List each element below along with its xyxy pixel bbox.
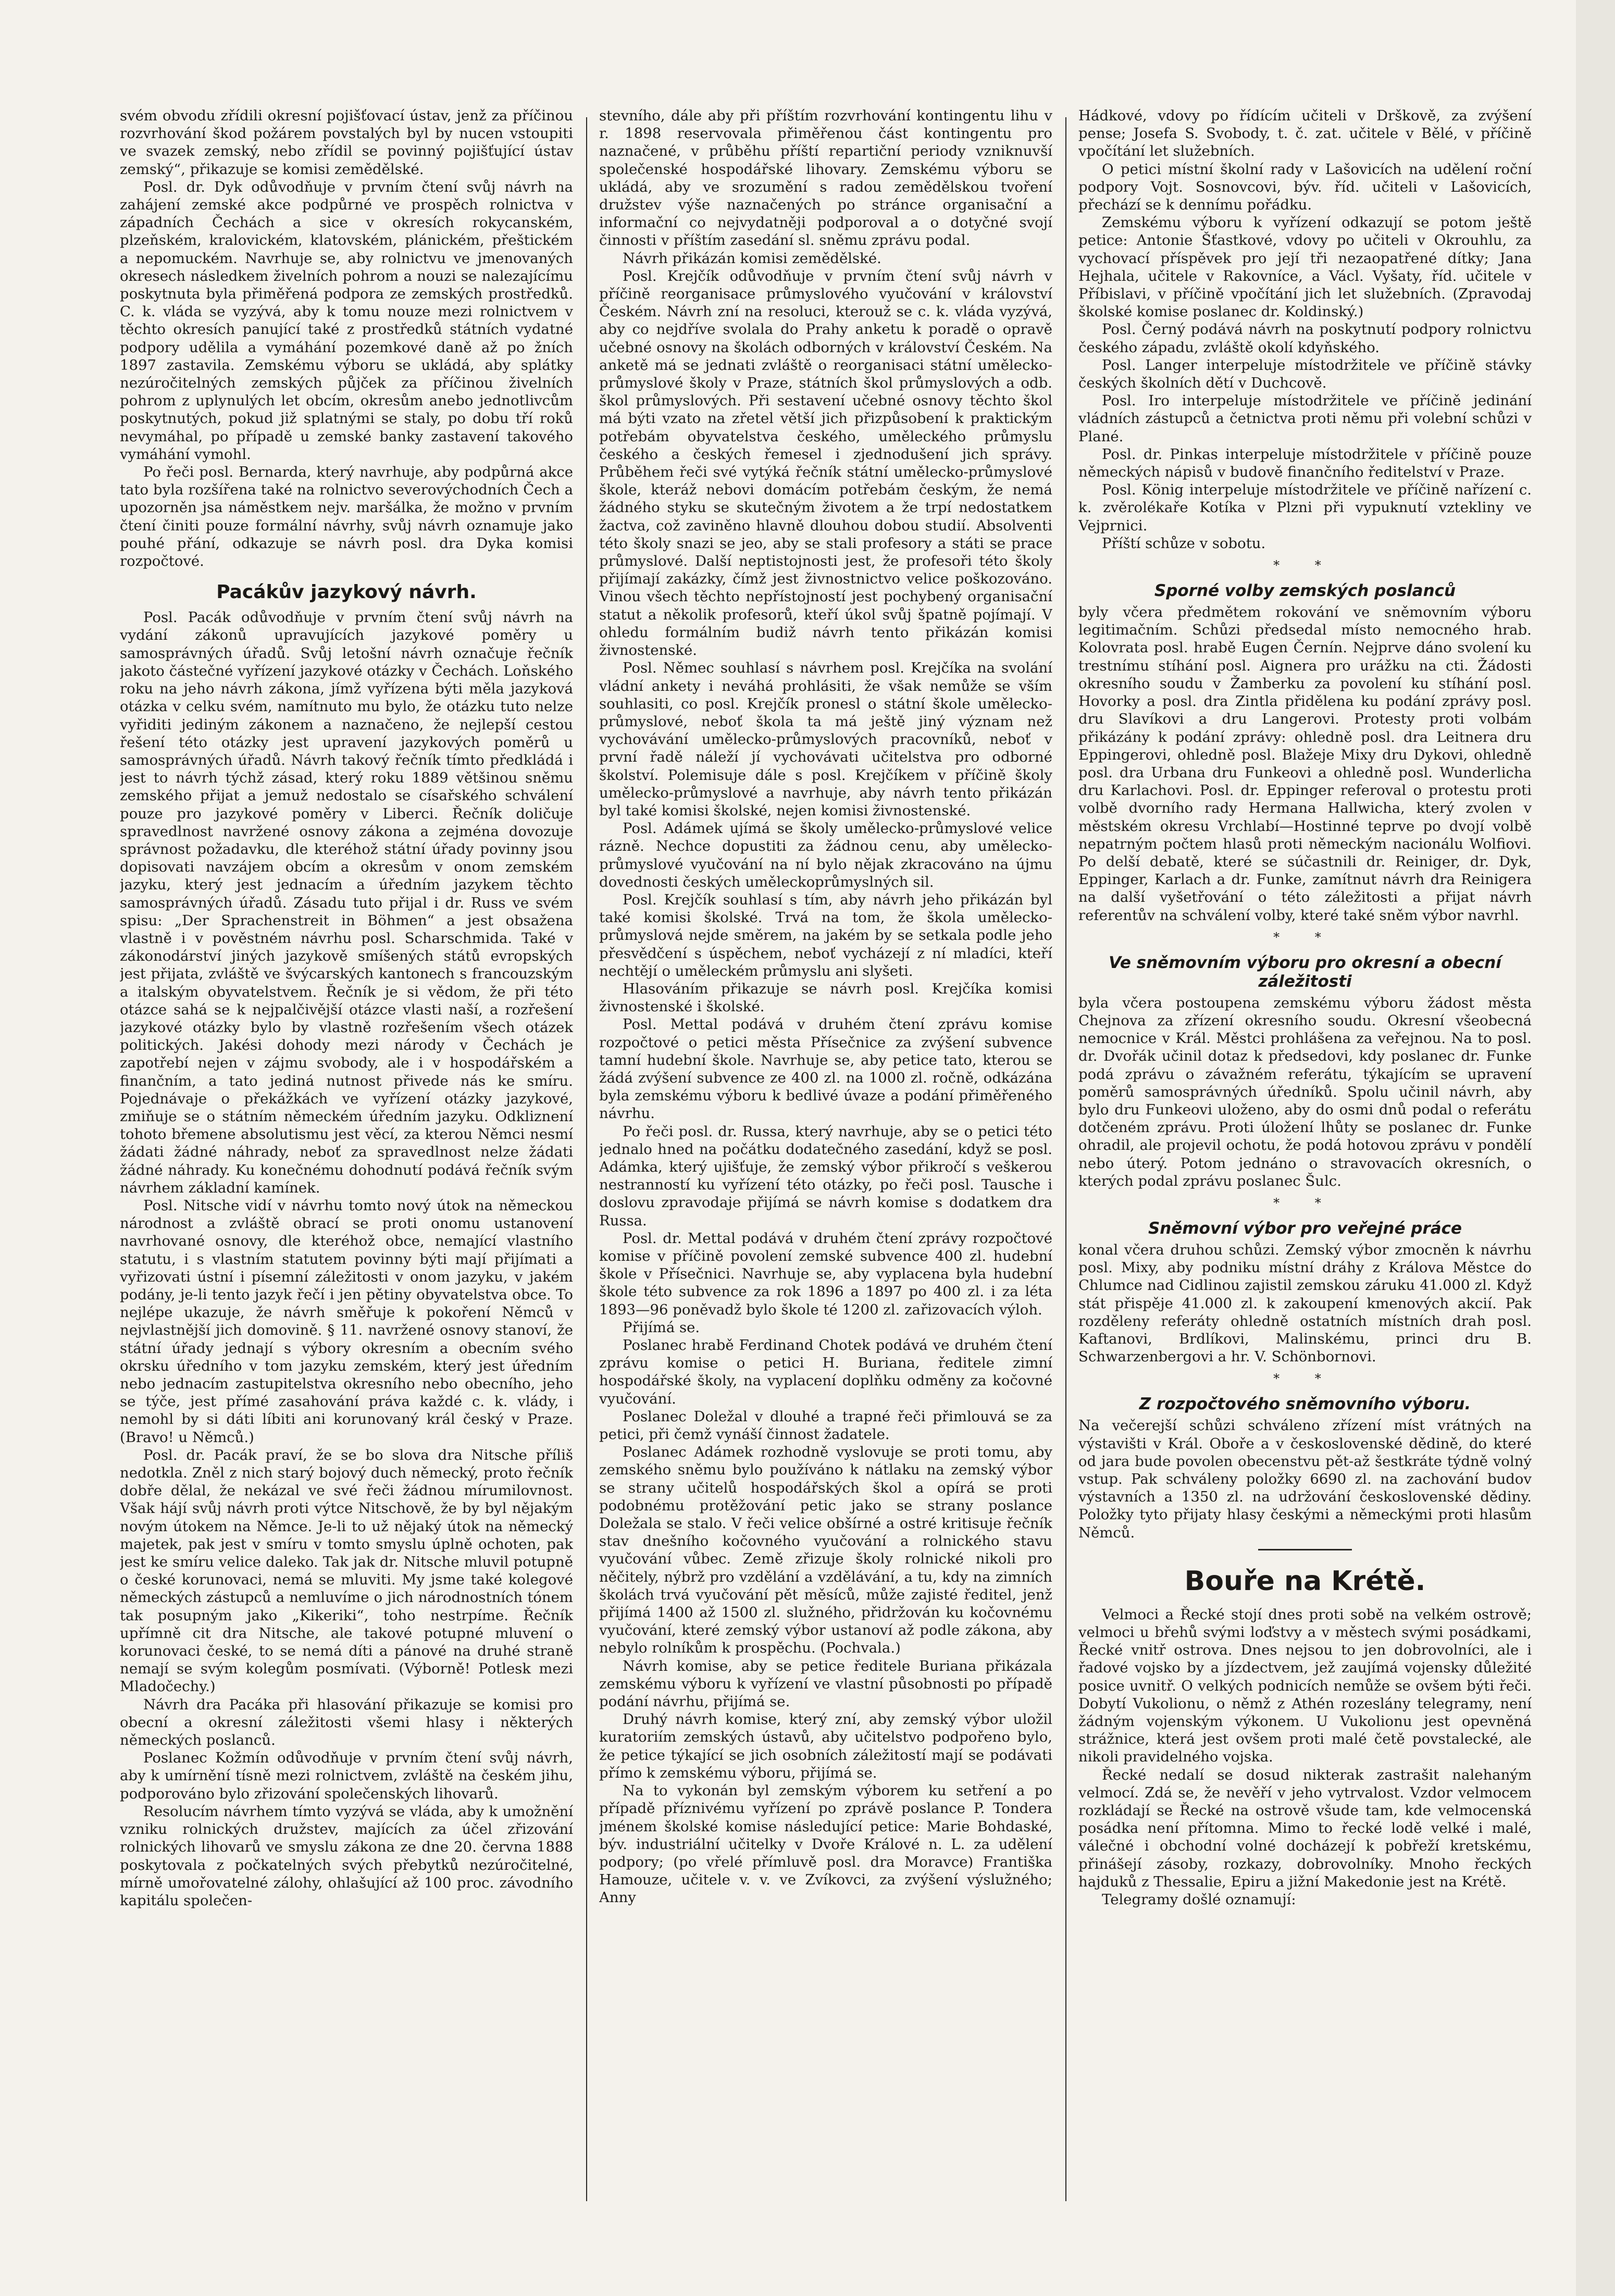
paragraph: Hádkové, vdovy po řídícím učiteli v Drškově, za zvýšení pense; Josefa S. Svobody, t. č. zat. učitele v Bělé, v příčině vpočítání let služebních. <box>1078 107 1532 160</box>
paragraph: byla včera postoupena zemskému výboru žádost města Chejnova za zřízení okresního soudu. Okresní všeobecná nemocnice v Král. Městci prohlášena za veřejnou. Na to posl. dr. Dvořák učinil dotaz k předsedovi, kdy poslanec dr. Funke podá zprávu o závažném referátu, týkajícím se upravení poměrů samosprávných úředníků. Spolu učinil návrh, aby bylo dru Funkeovi uloženo, aby do osmi dnů podal o referátu dotčeném zprávu. Proti úložení lhůty se poslanec dr. Funke ohradil, ale projevil ochotu, že podá hotovou zprávu v pondělí nebo úterý. Potom jednáno o stravovacích okresních, o kterých podal zprávu poslanec Šulc. <box>1078 994 1532 1189</box>
section-heading: Sporné volby zemských poslanců <box>1154 581 1456 601</box>
section-heading: Sněmovní výbor pro veřejné práce <box>1148 1219 1462 1238</box>
section-separator-stars: * * <box>1273 929 1337 945</box>
paragraph: Posl. Langer interpeluje místodržitele ve příčině stávky českých školních dětí v Duchcově. <box>1078 356 1532 392</box>
paragraph: Řecké nedalí se dosud nikterak zastrašit nalehaným velmocí. Zdá se, že nevěří v jeho vytrvalost. Vzdor velmocem rozkládají se Řecké na ostrově všude tam, kde velmocenská posádka není přítomna. Mimo to řecké lodě velké i malé, válečné i obchodní volné docházejí k pobřeží kretskému, přinášejí zásoby, rozkazy, dobrovolníky. Mnoho řeckých hajduků z Thessalie, Epiru a jižní Makedonie jest na Krétě. <box>1078 1766 1532 1890</box>
column-middle <box>599 107 1052 2206</box>
paragraph: Poslanec Doležal v dlouhé a trapné řeči přimlouvá se za petici, při čemž vynáší činnost žadatele. <box>599 1408 1052 1443</box>
paragraph: Druhý návrh komise, který zní, aby zemský výbor uložil kuratoriím zemských ústavů, aby učitelstvo podpořeno bylo, že petice týkající se jich osobních záležitostí mají se podávati přímo k zemskému výboru, přijímá se. <box>599 1711 1052 1781</box>
page-frame <box>120 107 1537 2206</box>
column-right <box>1078 107 1532 2206</box>
paragraph: Posl. Černý podává návrh na poskytnutí podpory rolnictvu českého západu, zvláště okolí kdyňského. <box>1078 321 1532 356</box>
paragraph: Posl. Němec souhlasí s návrhem posl. Krejčíka na svolání vládní ankety i neváhá prohlásiti, že však nemůže se vším souhlasiti, co posl. Krejčík pronesl o státní škole umělecko-průmyslové, neboť škola ta má ještě jiný význam než vychovávání umělecko-průmyslových pracovníků, neboť v první řadě náleží jí vychovávati učitelstva pro odborné školství. Polemisuje dále s posl. Krejčíkem v příčině školy umělecko-průmyslové a navrhuje, aby návrh tento přikázán byl také komisi školské, nejen komisi živnostenské. <box>599 660 1052 819</box>
paragraph: Posl. dr. Dyk odůvodňuje v prvním čtení svůj návrh na zahájení zemské akce podpůrné ve prospěch rolnictva v západních Čechách a sice v okresích rokycanském, plzeňském, kralovickém, klatovském, plánickém, přeštickém a nepomuckém. Navrhuje se, aby rolnictvu ve jmenovaných okresech následkem živelních pohrom a nouzi se nalezajícímu poskytnuta byla přiměřená podpora ze zemských prostředků. C. k. vláda se vyzývá, aby k tomu nouze mezi rolnictvem v těchto okresích panující také z prostředků státních vydatné podpory udělila a vymáhání pozemkové daně až po žních 1897 zastavila. Zemskému výboru se ukládá, aby splátky nezúročitelných zemských půjček za příčinou živelních pohrom z uplynulých let obcím, okresům anebo jednotlivcům poskytnutých, pokud již splatnými se staly, po dobu tří roků nevymáhal, po případě u zemské banky zastavení takového vymáhání vymohl. <box>120 178 573 463</box>
section-heading: Z rozpočtového sněmovního výboru. <box>1139 1395 1471 1414</box>
column-divider <box>1065 117 1066 2201</box>
paragraph: Posl. Nitsche vidí v návrhu tomto nový útok na německou národnost a zvláště obrací se proti onomu ustanovení navrhované osnovy, dle kteréhož obce, nemající vlastního statutu, i s vlastním statutem povinny býti mají přijímati a vyřizovati ústní i písemní záležitosti v onom jazyku, v jakém podány, je-li tento jazyk řečí i jen pětiny obyvatelstva obce. To nejlépe ukazuje, že návrh směřuje k pokoření Němců v nejvlastnější jich domovině. § 11. navržené osnovy stanoví, že státní úřady jednají s výbory okresním a obecním svého okrsku úředního v tom jazyku zemském, který jest úředním nebo jednacím zastupitelstva okresního nebo obecního, jeho se týče, jest přímé zasahování práva každé c. k. vlády, i nemohl by si dáti líbiti ani korunovaný král český v Praze. (Bravo! u Němců.) <box>120 1197 573 1446</box>
column-left <box>120 107 573 2206</box>
paragraph: O petici místní školní rady v Lašovicích na udělení roční podpory Vojt. Sosnovcovi, býv. říd. učiteli v Lašovicích, přechází se k dennímu pořádku. <box>1078 160 1532 214</box>
paragraph: svém obvodu zřídili okresní pojišťovací ústav, jenž za příčinou rozvrhování škod požárem povstalých byl by nucen vstoupiti ve svazek zemský, nebo zřídil se povinný pojišťující ústav zemský“, přikazuje se komisi zemědělské. <box>120 107 573 178</box>
paragraph: Po řeči posl. Bernarda, který navrhuje, aby podpůrná akce tato byla rozšířena také na rolnictvo severovýchodních Čech a upozorněn jsa náměstkem nejv. maršálka, že možno v prvním čtení činiti pouze formální návrhy, svůj návrh oznamuje jako pouhé přání, odkazuje se návrh posl. dra Dyka komisi rozpočtové. <box>120 464 573 570</box>
paragraph: Posl. dr. Pacák praví, že se bo slova dra Nitsche příliš nedotkla. Zněl z nich starý bojový duch německý, proto řečník dobře dělal, že nekázal ve své řeči žádnou mírumilovnost. Však hájí svůj návrh proti výtce Nitschově, že by byl nějakým novým útokem na Němce. Je-li to už nějaký útok na německý majetek, pak jest v smíru v tomto smyslu úplně ochoten, pak jest ke smíru velice daleko. Tak jak dr. Nitsche mluvil potupně o české korunovaci, nemá se mluviti. My jsme také kolegové německých zástupců a nemluvíme o jich národnostních tónem tak posupným jako „Kikeriki“, toho nestrpíme. Řečník upřímně cit dra Nitsche, ale takové potupné mluvení o korunovaci české, to se nemá díti a pánové na druhé straně nemají se svým kolegům posmívati. (Výborně! Potlesk mezi Mladočechy.) <box>120 1446 573 1695</box>
section-heading: Pacákův jazykový návrh. <box>216 581 477 603</box>
paragraph: stevního, dále aby při příštím rozvrhování kontingentu lihu v r. 1898 reservovala přiměřenou část kontingentu pro naznačené, v průběhu příští repartiční periody vzniknuvší společenské hospodářské lihovary. Zemskému výboru se ukládá, aby ve srozumění s radou zemědělskou tvoření družstev výše naznačených po stránce organisační a informační co nejvydatněji podporoval a o dotyčné svojí činnosti v příštím zasedání sl. sněmu zprávu podal. <box>599 107 1052 249</box>
paragraph: Resolucím návrhem tímto vyzývá se vláda, aby k umožnění vzniku rolnických družstev, majících za účel zřizování rolnických lihovarů ve smyslu zákona ze dne 20. června 1888 poskytovala z počkatelných svých přebytků nezúročitelné, mírně umořovatelné zálohy, ohlašující až 100 proc. závodního kapitálu společen- <box>120 1803 573 1909</box>
paragraph: Návrh komise, aby se petice ředitele Buriana přikázala zemskému výboru k vyřízení ve vlastní působnosti po případě podání návrhu, přijímá se. <box>599 1657 1052 1710</box>
paragraph: Po řeči posl. dr. Russa, který navrhuje, aby se o petici této jednalo hned na počátku dodatečného zasedání, když se posl. Adámka, který ujišťuje, že zemský výbor přikročí s veškerou nestranností ku vyřízení této otázky, po řeči posl. Tausche i doslovu zpravodaje přijímá se návrh komise s dodatkem dra Russa. <box>599 1123 1052 1229</box>
paragraph: Posl. Mettal podává v druhém čtení zprávu komise rozpočtové o petici města Přísečnice za zvýšení subvence tamní hudební škole. Navrhuje se, aby petice tato, kterou se žádá zvýšení subvence ze 400 zl. na 1000 zl. ročně, odkázána byla zemskému výboru k bedlivé úvaze a podání přiměřeného návrhu. <box>599 1016 1052 1122</box>
paragraph: Návrh dra Pacáka při hlasování přikazuje se komisi pro obecní a okresní záležitosti všemi hlasy i některých německých poslanců. <box>120 1696 573 1749</box>
paragraph: Poslanec hrabě Ferdinand Chotek podává ve druhém čtení zprávu komise o petici H. Buriana, ředitele zimní hospodářské školy, na vyplacení doplňku odměny za kočovné vyučování. <box>599 1337 1052 1407</box>
section-separator-stars: * * <box>1273 1371 1337 1386</box>
paragraph: Poslanec Kožmín odůvodňuje v prvním čtení svůj návrh, aby k umírnění tísně mezi rolnictvem, zvláště na českém jihu, podporováno bylo zřizování společenských lihovarů. <box>120 1749 573 1802</box>
paragraph: Poslanec Adámek rozhodně vyslovuje se proti tomu, aby zemského sněmu bylo používáno k nátlaku na zemský výbor se strany učitelů hospodářských škol a opírá se proti podobnému protěžování petic jako se strany poslance Doležala se stalo. V řeči velice obšírné a ostré kritisuje řečník stav dnešního kočovného vyučování a rolnického stavu vyučování vůbec. Země zřizuje školy rolnické nikoli pro něčitely, nýbrž pro vzdělání a vzdělávání, a tu, kdy na zimních školách trvá vyučování pět měsíců, může zajisté ředitel, jenž přijímá 1400 až 1500 zl. služného, přidržován ku kočovnému vyučování, které zemský výbor ustanoví až podle zákona, aby nebylo rolníkům k prospěchu. (Pochvala.) <box>599 1444 1052 1657</box>
paragraph: Posl. Pacák odůvodňuje v prvním čtení svůj návrh na vydání zákonů upravujících jazykové poměry u samosprávných úřadů. Svůj letošní návrh označuje řečník jakoto částečné vyřízení jazykové otázky v Čechách. Loňského roku na jeho návrh zákona, jímž vyřízena býti měla jazyková otázka v celku svém, namítnuto mu bylo, že otázku tuto nelze vyřiditi jediným zákonem a naznačeno, že nejlepší cestou řešení této otázky jest upravení jazykových poměrů u samosprávných úřadů. Návrh takový řečník tímto předkládá i jest to návrh týchž zásad, který roku 1889 většinou sněmu zemského přijat a jemuž nedostalo se císařského schválení pouze pro jazykové poměry v Liberci. Řečník doličuje spravedlnost navržené osnovy zákona a zejména dovozuje správnost požadavku, dle kteréhož státní úřady povinny jsou dopisovati navzájem obcím a okresům v onom zemském jazyku, který jest jednacím a úředním jazykem těchto samosprávných úřadů. Zásadu tuto přijal i dr. Russ ve svém spisu: „Der Sprachenstreit in Böhmen“ a jest obsažena vlastně i v pověstném návrhu posl. Scharschmida. Také v zákonodárství jiných jazykově smíšených států evropských jest přijata, zvláště ve švýcarských kantonech s francouzským a italským obyvatelstvem. Řečník je si vědom, že při této otázce sahá se k nejpalčivější otázce vlasti naší, a rozřešení jazykové otázky bylo by vlastně rozřešením všech otázek politických. Jakési dohody mezi národy v Čechách je zapotřebí nejen v zájmu svobody, ale i v hospodářském a finančním, a tato jediná nutnost přivede nás ke smíru. Pojednávaje o překážkách ve vyřízení otázky jazykové, zmiňuje se o státním německém úředním jazyku. Odkliznení tohoto břemene absolutismu jest věcí, za kterou Němci nesmí žádati žádné náhrady, neboť za spravedlnost nelze žádati žádné náhrady. Ku konečnému dohodnutí podává řečník svým návrhem základní kamínek. <box>120 609 573 1196</box>
paragraph: Na večerejší schůzi schváleno zřízení míst vrátných na výstavišti v Král. Oboře a v československé dědině, do které od jara bude povolen obecenstvu pět-až šestkráte týdně volný vstup. Pak schváleny položky 6690 zl. na zachování budov výstavních a 1350 zl. na udržování československé dědiny. Položky tyto přijaty hlasy českými a německými proti hlasům Němců. <box>1078 1417 1532 1541</box>
article-headline: Bouře na Krétě. <box>1184 1565 1426 1597</box>
paragraph: Posl. Krejčík odůvodňuje v prvním čtení svůj návrh v příčině reorganisace průmyslového vyučování v království Českém. Návrh zní na resoluci, kterouž se c. k. vláda vyzývá, aby co nejdříve svolala do Prahy anketu k poradě o opravě učebné osnovy na školách odborných v království Českém. Na anketě má se jednati zvláště o reorganisaci státní umělecko-průmyslové školy v Praze, státních škol průmyslových a odb. škol průmyslových. Při sestavení učebné osnovy těchto škol má býti vzato na zřetel větší jich přizpůsobení k praktickým potřebám obyvatelstva českého, uměleckého průmyslu českého a českých řemesel i zjednodušení jich správy. Průběhem řeči své vytýká řečník státní umělecko-průmyslové škole, kteráž nebovi domácím potřebám českým, že nemá žádného styku se skutečným životem a že trpí nedostatkem žactva, což zaviněno hlavně dlouhou dobou studií. Absolventi této školy snazi se jeo, aby se stali profesory a státi se prace průmyslové. Další neptistojnosti jest, že profesoři této školy přijímají zakázky, čímž jest živnostnictvo velice poškozováno. Vinou všech těchto nepřístojností jest pochybený organisační statut a několik profesorů, kteří úkol svůj špatně pojímají. V ohledu formálním budiž návrh tento přikázán komisi živnostenské. <box>599 267 1052 659</box>
section-separator-stars: * * <box>1273 1195 1337 1210</box>
paragraph: byly včera předmětem rokování ve sněmovním výboru legitimačním. Schůzi předsedal místo nemocného hrab. Kolovrata posl. hrabě Eugen Černín. Nejprve dáno svolení ku trestnímu stíhání posl. Aignera pro urážku na cti. Žádosti okresního soudu v Žamberku za povolení ku stíhání posl. Hovorky a posl. dra Zintla přidělena ku podání zprávy posl. dru Slavíkovi a dru Langerovi. Protesty proti volbám přikázány k podání zprávy: ohledně posl. dra Leitnera dru Eppingerovi, ohledně posl. Blažeje Mixy dru Dykovi, ohledně posl. dra Urbana dru Funkeovi a ohledně posl. Wunderlicha dru Karlachovi. Posl. dr. Eppinger referoval o protestu proti volbě dvorního rady Hermana Hallwicha, který zvolen v městském okresu Vrchlabí—Hostinné teprve po dvojí volbě nepatrným počtem hlasů proti německým nacionálu Wolfiovi. Po delší debatě, které se súčastnili dr. Reiniger, dr. Dyk, Eppinger, Karlach a dr. Funke, zamítnut návrh dra Reinigera na další vyšetřování o této záležitosti a přijat návrh referentův na schválení volby, které také sněm výbor navrhl. <box>1078 604 1532 924</box>
paragraph: Posl. König interpeluje místodržitele ve příčině nařízení c. k. zvěrolékaře Kotíka v Plzni při vypuknutí vztekliny ve Vejprnici. <box>1078 481 1532 534</box>
section-heading: Ve sněmovním výboru pro okresní a obecní záležitosti <box>1109 953 1501 991</box>
page-edge <box>1576 0 1615 2296</box>
paragraph: Návrh přikázán komisi zemědělské. <box>623 250 881 267</box>
section-separator-stars: * * <box>1273 558 1337 573</box>
paragraph: Posl. dr. Mettal podává v druhém čtení zprávy rozpočtové komise v příčině povolení zemské subvence 400 zl. hudební škole v Přísečnici. Navrhuje se, aby vyplacena byla hudební škole této subvence za rok 1896 a 1897 po 400 zl. i za léta 1893—96 poněvadž bylo škole té 1200 zl. zařizovacích výloh. <box>599 1230 1052 1318</box>
paragraph: Posl. Iro interpeluje místodržitele ve příčině jedinání vládních zástupců a četnictva proti němu při volební schůzi v Plané. <box>1078 392 1532 445</box>
paragraph: Posl. Adámek ujímá se školy umělecko-průmyslové velice rázně. Nechce dopustiti za žádnou cenu, aby umělecko-průmyslové vyučování na ní bylo nějak zkracováno na újmu dovednosti českých uměleckoprůmyslných sil. <box>599 820 1052 890</box>
paragraph: Hlasováním přikazuje se návrh posl. Krejčíka komisi živnostenské i školské. <box>599 980 1052 1015</box>
paragraph: Přijímá se. <box>623 1319 700 1336</box>
paragraph: Posl. dr. Pinkas interpeluje místodržitele v příčině pouze německých nápisů v budově finančního ředitelství v Praze. <box>1078 445 1532 481</box>
paragraph: Telegramy došlé oznamují: <box>1102 1891 1296 1908</box>
paragraph: konal včera druhou schůzi. Zemský výbor zmocněn k návrhu posl. Mixy, aby podniku místní dráhy z Králova Městce do Chlumce nad Cidlinou zajistil zemskou záruku 41.000 zl. Když stát přispěje 41.000 zl. k zakoupení kmenových akcií. Pak rozděleny referáty ohledně ostatních místních drah posl. Kaftanovi, Brdlíkovi, Malinskému, princi dru B. Schwarzenbergovi a hr. V. Schönbornovi. <box>1078 1241 1532 1366</box>
paragraph: Příští schůze v sobotu. <box>1102 535 1266 552</box>
paragraph: Velmoci a Řecké stojí dnes proti sobě na velkém ostrově; velmoci u břehů svými loďstvy a v městech svými posádkami, Řecké vnitř ostrova. Dnes nejsou to jen dobrovolníci, ale i řadové vojsko by a jízdectvem, jež zaujímá vojensky důležité posice uvnitř. O velkých podnicích nemůže se ovšem býti řeči. Dobytí Vukolionu, o němž z Athén rozeslány telegramy, není žádným vojenským výkonem. U Vukolionu jest opevněná strážnice, která jest ovšem proti malé četě povstalecké, ale nikoli pravidelného vojska. <box>1078 1606 1532 1766</box>
paragraph: Na to vykonán byl zemským výborem ku setření a po případě příznivému vyřízení po zprávě poslance P. Tondera jménem školské komise následující petice: Marie Bohdaské, býv. industriální učitelky v Dvoře Králové n. L. za udělení podpory; (po vřelé přímluvě posl. dra Moravce) Františka Hamouze, učitele v. v. ve Zvíkovci, za zvýšení výslužného; Anny <box>599 1782 1052 1906</box>
paragraph: Posl. Krejčík souhlasí s tím, aby návrh jeho přikázán byl také komisi školské. Trvá na tom, že škola umělecko-průmyslová nejde směrem, na jakém by se setkala podle jeho přesvědčení s úspěchem, neboť vycházejí z ní mladíci, kteří nechtějí o uměleckém průmyslu ani slyšeti. <box>599 891 1052 979</box>
section-rule <box>1258 1549 1352 1550</box>
column-divider <box>586 117 587 2201</box>
paragraph: Zemskému výboru k vyřízení odkazují se potom ještě petice: Antonie Šťastkové, vdovy po učiteli v Okrouhlu, za vychovací příspěvek pro její tři nezaopatřené dítky; Jana Hejhala, učitele v Rakovníce, a Václ. Vyšaty, říd. učitele v Příbislavi, v příčině vpočítání jich let služebních. (Zpravodaj školské komise poslanec dr. Koldinský.) <box>1078 214 1532 320</box>
